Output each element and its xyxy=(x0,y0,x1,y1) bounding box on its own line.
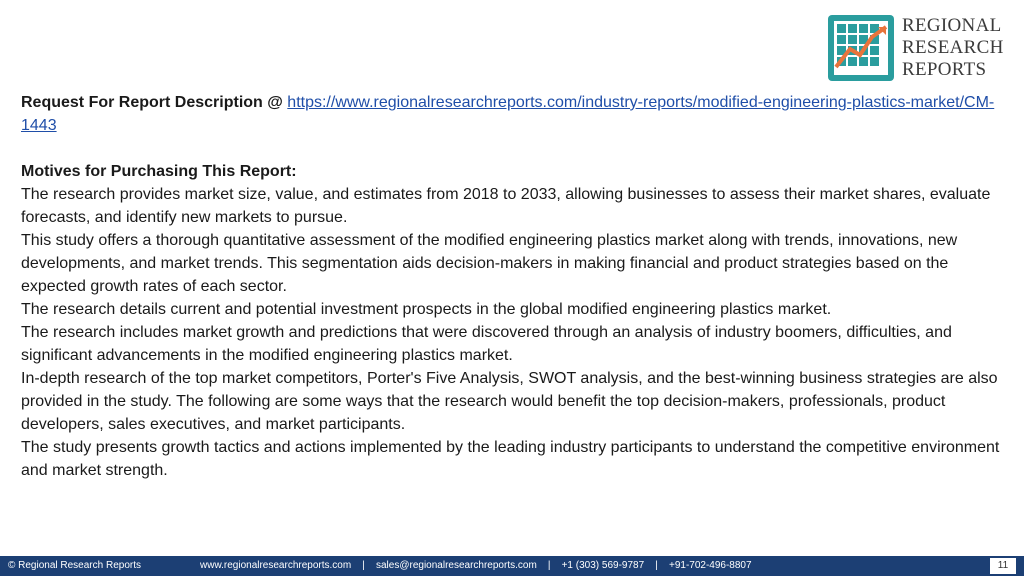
motive-paragraph: The research includes market growth and predictions that were discovered through an analysis of industry boomers, difficulties, and significant advancements in the modified engineering plastics market. xyxy=(21,324,952,364)
brand-name xyxy=(902,15,1004,81)
motive-paragraph: The research details current and potential investment prospects in the global modified engineering plastics market. xyxy=(21,301,832,318)
request-line xyxy=(21,91,1006,137)
footer-copyright: © Regional Research Reports xyxy=(8,560,141,571)
brand-line-3: REPORTS xyxy=(902,59,987,80)
brand-line-2: RESEARCH xyxy=(902,37,1004,58)
motive-paragraph: The study presents growth tactics and actions implemented by the leading industry participants to understand the competitive environment and market strength. xyxy=(21,439,1000,479)
motives-title: Motives for Purchasing This Report: xyxy=(21,163,297,180)
motive-paragraph: The research provides market size, value, and estimates from 2018 to 2033, allowing businesses to assess their market shares, evaluate forecasts, and identify new markets to pursue. xyxy=(21,186,991,226)
motive-paragraph: This study offers a thorough quantitative assessment of the modified engineering plastics market along with trends, innovations, new developments, and market trends. This segmentation aids decision-makers in making financial and product strategies based on the expected growth rates of each sector. xyxy=(21,232,958,295)
footer-bar xyxy=(0,556,1024,576)
brand-logo xyxy=(828,13,1018,83)
request-label: Request For Report Description @ xyxy=(21,94,288,111)
report-link[interactable]: https://www.regionalresearchreports.com/industry-reports/modified-engineering-plastics-market/CM-1443 xyxy=(21,94,995,134)
chart-grid-logo-icon xyxy=(828,15,894,81)
report-description xyxy=(21,91,1006,482)
page-number: 11 xyxy=(990,558,1016,574)
footer-contact: www.regionalresearchreports.com | sales@regionalresearchreports.com | +1 (303) 569-9787 | +91-702-496-8807 xyxy=(200,560,752,571)
motive-paragraph: In-depth research of the top market competitors, Porter's Five Analysis, SWOT analysis, and the best-winning business strategies are also provided in the study. The following are some ways that the research would benefit the top decision-makers, professionals, product developers, sales executives, and market participants. xyxy=(21,370,998,433)
spacer xyxy=(21,137,1006,160)
brand-line-1: REGIONAL xyxy=(902,15,1002,36)
